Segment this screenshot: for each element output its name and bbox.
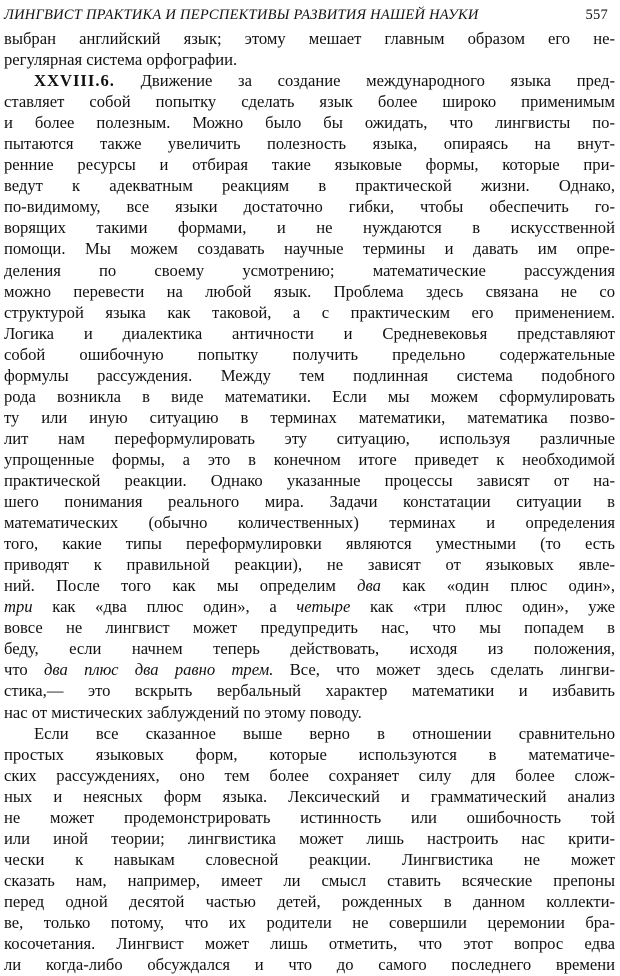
text-line: помощи. Мы можем создавать научные термины и давать им опре-: [4, 239, 615, 259]
text-line: того, какие типы переформулировки являются уместными (то есть: [4, 534, 615, 554]
text-line: [4, 596, 615, 617]
italic-term: два плюс два равно трем.: [43, 660, 274, 680]
text-line: нас от мистических заблуждений по этому поводу.: [4, 702, 362, 722]
text-line: или иной теории; лингвистика может лишь настроить нас крити-: [4, 828, 615, 848]
text-line: ве, только потому, что их родители не совершили церемонии бра-: [4, 912, 615, 932]
text-line: практической реакции. Однако указанные процессы зависят от на-: [4, 470, 615, 490]
text-line: [4, 659, 615, 680]
section-number: XXVIII.6.: [34, 71, 115, 91]
text-line: стика,— это вскрыть вербальный характер математики и избавить: [4, 681, 615, 701]
text-line: ворящих такими формами, и не нуждаются в искусственной: [4, 218, 615, 238]
text-line-part: Движение за создание международного языка пред-: [114, 71, 615, 91]
text-line: Если все сказанное выше верно в отношении сравнительно: [34, 723, 615, 743]
text-line: можно перевести на любой язык. Проблема здесь связана не со: [4, 281, 615, 301]
text-line: [4, 70, 615, 91]
text-line: перед одной десятой частью детей, рожденных в данном коллекти-: [4, 891, 615, 911]
text-line: ставляет собой попытку сделать язык более широко применимым: [4, 92, 615, 112]
text-line: [4, 575, 615, 596]
text-line: деления по своему усмотрению; математические рассуждения: [4, 260, 615, 280]
text-line: ведут к адекватным реакциям в практической жизни. Однако,: [4, 176, 615, 196]
text-line: чески к навыкам словесной реакции. Лингвистика не может: [4, 849, 615, 869]
text-line: ренние ресурсы и отбирая такие языковые формы, которые при-: [4, 155, 615, 175]
text-line: лит нам переформулировать эту ситуацию, используя различные: [4, 428, 615, 448]
text-line: ли когда-либо обсуждался и что до самого последнего времени: [4, 955, 615, 975]
text-line: выбран английский язык; этому мешает главным образом его не-: [4, 29, 615, 48]
text-line: ту или иную ситуацию в терминах математики, математика позво-: [4, 407, 615, 427]
text-line: регулярная система орфографии.: [4, 50, 238, 70]
text-line: беду, если начнем теперь действовать, исходя из положения,: [4, 639, 615, 659]
text-line-part: как «два плюс один», а: [32, 597, 297, 617]
text-line: ских рассуждениях, оно тем более сохраняет силу для более слож-: [4, 765, 615, 785]
text-line-part: что: [4, 660, 44, 680]
text-line: структурой языка как таковой, а с практическим его применением.: [4, 302, 615, 322]
running-head: [2, 0, 618, 28]
page-number: 557: [585, 7, 608, 23]
text-line: ных и неясных форм языка. Лексический и грамматический анализ: [4, 786, 615, 806]
italic-term: четыре: [296, 597, 351, 617]
text-line: формулы рассуждения. Между тем подлинная система подобного: [4, 365, 615, 385]
text-line: по-видимому, все языки достаточно гибки, чтобы обеспечить го-: [4, 197, 615, 217]
text-line: простых языковых форм, которые используются в математиче-: [4, 744, 615, 764]
italic-term: три: [4, 597, 33, 617]
text-line: и более полезным. Можно было бы ожидать, что лингвисты по-: [4, 113, 615, 133]
text-line: пытаются также увеличить полезность языка, опираясь на внут-: [4, 134, 615, 154]
text-line: упрощенные формы, а это в конечном итоге приведет к необходимой: [4, 449, 615, 469]
running-head-title: ЛИНГВИСТ ПРАКТИКА И ПЕРСПЕКТИВЫ РАЗВИТИЯ НАШЕЙ НАУКИ: [4, 7, 479, 23]
text-line: шего понимания реального мира. Задачи констатации ситуации в: [4, 492, 615, 512]
text-line: косочетания. Лингвист может лишь отметить, что этот вопрос едва: [4, 934, 615, 954]
text-line: математических (обычно количественных) терминах и определения: [4, 513, 615, 533]
text-line-part: ний. После того как мы определим: [4, 576, 358, 596]
text-line-part: как «один плюс один»,: [380, 576, 615, 596]
text-line: вовсе не лингвист может предупредить нас, что мы попадем в: [4, 618, 615, 638]
text-line-part: как «три плюс один», уже: [350, 597, 615, 617]
text-line: рода возникла в виде математики. Если мы можем сформулировать: [4, 386, 615, 406]
text-line: Логика и диалектика античности и Средневековья представляют: [4, 323, 615, 343]
text-line-part: Все, что может здесь сделать лингви-: [273, 660, 615, 680]
italic-term: два: [357, 576, 381, 596]
text-line: сказать нам, например, имеет ли смысл ставить всяческие препоны: [4, 870, 615, 890]
text-line: приводят к правильной реакции), не зависят от языковых явле-: [4, 555, 615, 575]
text-line: собой ошибочную попытку получить предельно содержательные: [4, 344, 615, 364]
text-line: не может продемонстрировать истинность или ошибочность той: [4, 807, 615, 827]
body-text: [2, 28, 618, 975]
